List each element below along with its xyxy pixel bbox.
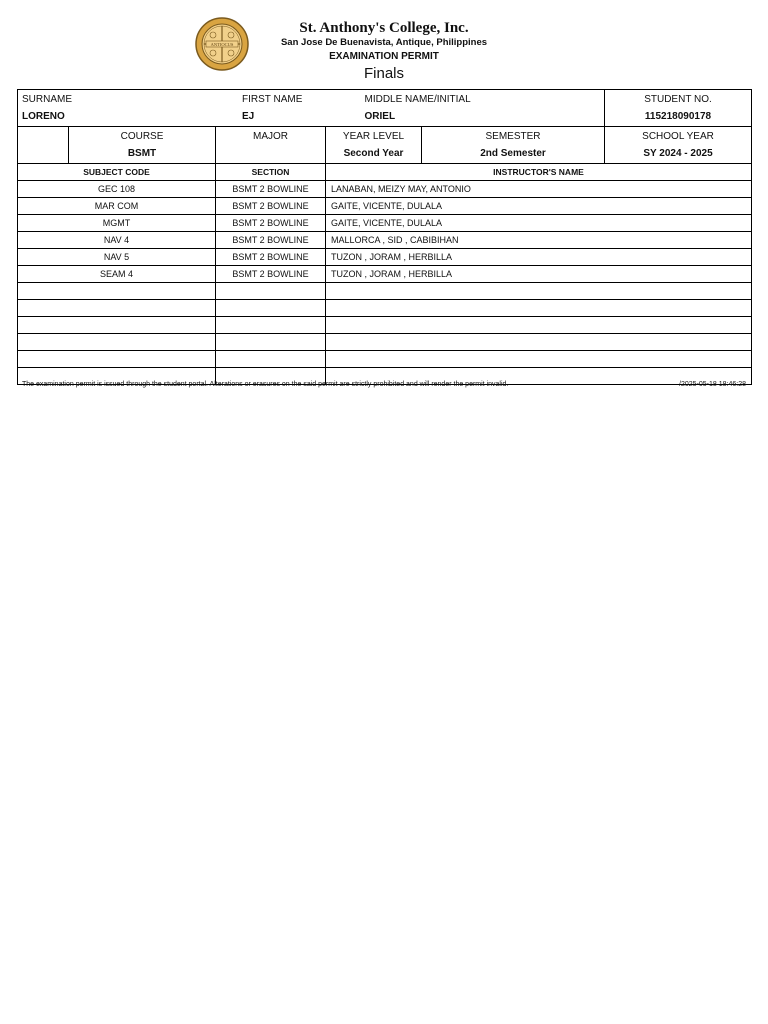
year-level-cell (326, 127, 422, 164)
section-cell: BSMT 2 BOWLINE (216, 181, 326, 198)
major-label: MAJOR (253, 131, 288, 142)
middle-name-label: MIDDLE NAME/INITIAL (364, 94, 471, 105)
school-year-label: SCHOOL YEAR (642, 131, 714, 142)
subject-code-cell: SEAM 4 (18, 266, 216, 283)
semester-label: SEMESTER (485, 131, 541, 142)
section-header: SECTION (216, 164, 326, 181)
first-name-value: EJ (242, 111, 255, 122)
surname-label: SURNAME (22, 94, 73, 105)
school-year-value: SY 2024 - 2025 (643, 148, 713, 159)
year-level-label: YEAR LEVEL (342, 131, 405, 142)
permit-disclaimer: The examination permit is issued through the student portal. Alterations or erasures on the said permit are strictly prohibited and will render the permit invalid. (22, 381, 509, 388)
college-address: San Jose De Buenavista, Antique, Philippines (280, 37, 488, 48)
surname-cell (18, 90, 326, 127)
section-cell (216, 283, 326, 300)
semester-cell (422, 127, 605, 164)
instructor-cell: MALLORCA , SID , CABIBIHAN (326, 232, 752, 249)
major-cell (216, 127, 326, 164)
school-year-cell (605, 127, 752, 164)
student-no-label: STUDENT NO. (644, 94, 712, 105)
student-no-cell (605, 90, 752, 127)
subject-code-cell (18, 300, 216, 317)
college-seal-icon (195, 17, 249, 71)
table-row (18, 232, 752, 249)
section-cell (216, 334, 326, 351)
table-row (18, 351, 752, 368)
section-cell (216, 300, 326, 317)
enrollment-row (18, 127, 752, 164)
table-row (18, 266, 752, 283)
instructor-cell: TUZON , JORAM , HERBILLA (326, 266, 752, 283)
table-row (18, 283, 752, 300)
document-title: EXAMINATION PERMIT (329, 51, 439, 62)
instructor-cell: LANABAN, MEIZY MAY, ANTONIO (326, 181, 752, 198)
table-row (18, 181, 752, 198)
subject-code-cell: NAV 4 (18, 232, 216, 249)
subject-code-cell: GEC 108 (18, 181, 216, 198)
section-cell: BSMT 2 BOWLINE (216, 215, 326, 232)
student-name-row (18, 90, 752, 127)
section-cell (216, 351, 326, 368)
section-cell: BSMT 2 BOWLINE (216, 232, 326, 249)
instructor-cell (326, 317, 752, 334)
table-row (18, 300, 752, 317)
course-cell (69, 127, 216, 164)
student-no-value: 115218090178 (644, 111, 712, 122)
instructor-cell: TUZON , JORAM , HERBILLA (326, 249, 752, 266)
seal-text: ANTIOCUS (210, 42, 234, 47)
permit-table (17, 89, 752, 385)
table-row (18, 317, 752, 334)
table-row (18, 334, 752, 351)
instructor-cell (326, 351, 752, 368)
table-row (18, 198, 752, 215)
instructor-cell: GAITE, VICENTE, DULALA (326, 198, 752, 215)
section-cell: BSMT 2 BOWLINE (216, 198, 326, 215)
subject-code-cell (18, 334, 216, 351)
section-cell: BSMT 2 BOWLINE (216, 249, 326, 266)
instructor-cell (326, 283, 752, 300)
subject-code-header: SUBJECT CODE (18, 164, 216, 181)
instructor-cell: GAITE, VICENTE, DULALA (326, 215, 752, 232)
exam-term: Finals (363, 65, 404, 82)
table-row (18, 215, 752, 232)
instructor-cell (326, 300, 752, 317)
semester-value: 2nd Semester (480, 148, 546, 159)
subject-code-cell (18, 351, 216, 368)
subject-rows (18, 181, 752, 385)
subject-code-cell: MAR COM (18, 198, 216, 215)
course-label: COURSE (120, 131, 164, 142)
instructor-cell (326, 334, 752, 351)
first-name-label: FIRST NAME (242, 94, 303, 105)
instructor-header: INSTRUCTOR'S NAME (326, 164, 752, 181)
blank-cell (18, 127, 69, 164)
college-name: St. Anthony's College, Inc. (299, 20, 469, 36)
subject-code-cell: NAV 5 (18, 249, 216, 266)
surname-value: LORENO (22, 111, 65, 122)
section-cell: BSMT 2 BOWLINE (216, 266, 326, 283)
middle-name-cell (326, 90, 605, 127)
subjects-header-row (18, 164, 752, 181)
year-level-value: Second Year (343, 148, 404, 159)
subject-code-cell (18, 283, 216, 300)
section-cell (216, 317, 326, 334)
print-timestamp: /2025-05-18 18:46:28 (679, 381, 746, 388)
middle-name-value: ORIEL (364, 111, 396, 122)
subject-code-cell: MGMT (18, 215, 216, 232)
course-value: BSMT (127, 148, 157, 159)
table-row (18, 249, 752, 266)
permit-header (0, 14, 768, 88)
subject-code-cell (18, 317, 216, 334)
